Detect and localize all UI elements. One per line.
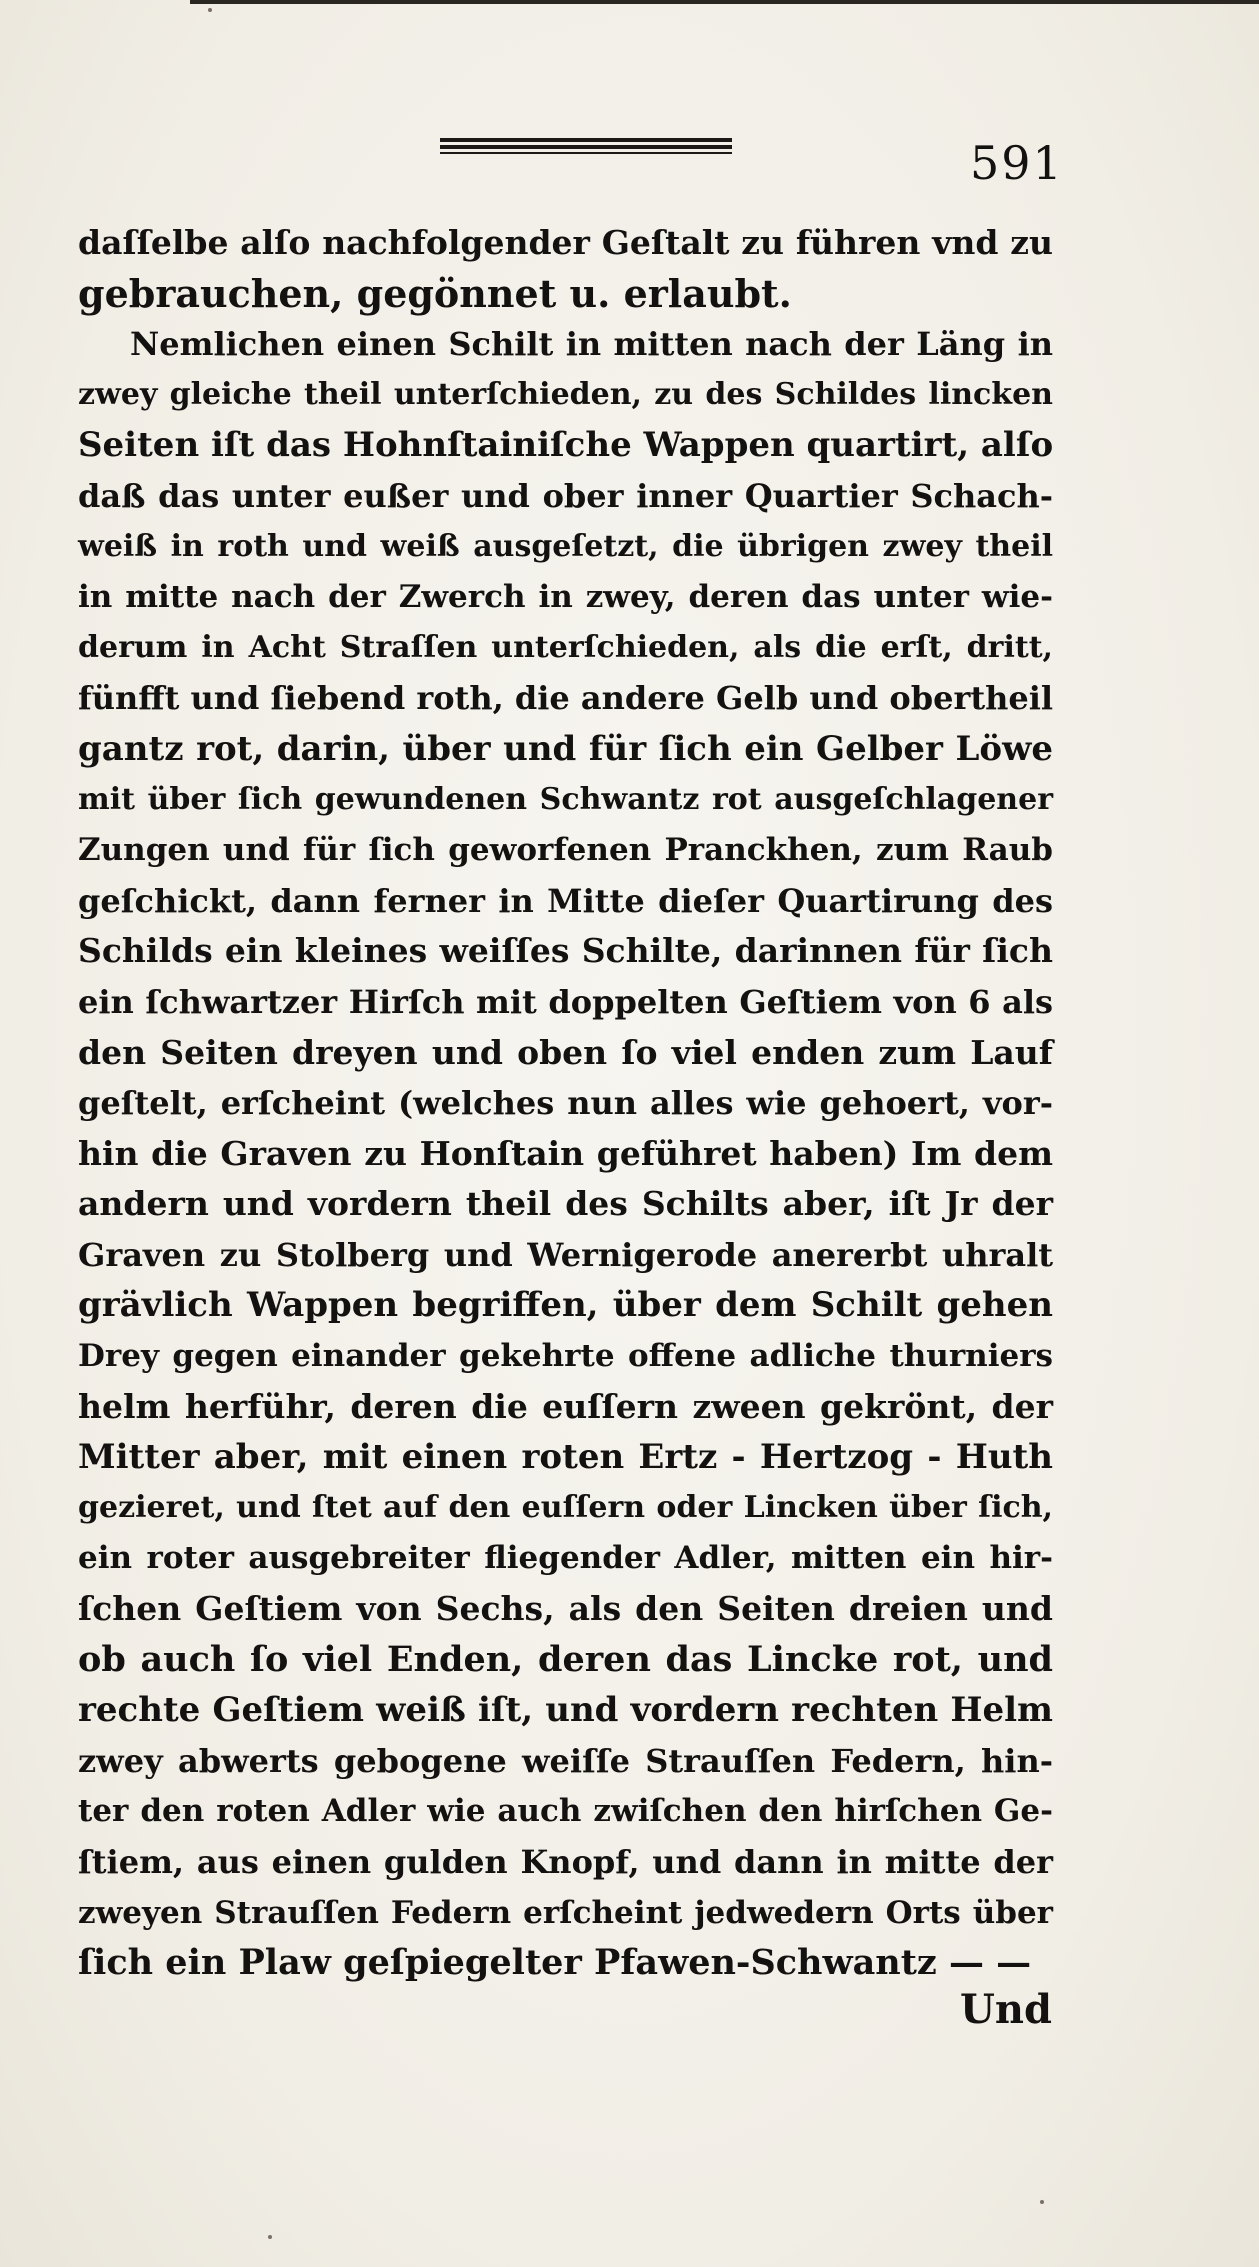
text-line: Drey gegen einander gekehrte offene adliche thurniers [78,1338,1053,1375]
text-line: Schilds ein kleines weiſſes Schilte, darinnen für ſich [78,931,1053,971]
text-line: mit über ſich gewundenen Schwantz rot ausgeſchlagener [78,781,1053,817]
text-line: den Seiten dreyen und oben ſo viel enden zum Lauf [78,1032,1053,1072]
page-top-edge [190,0,1259,4]
text-line: Zungen und für ſich geworfenen Pranckhen, zum Raub [78,832,1053,869]
body-text [78,218,1053,1989]
text-line: ſchen Geſtiem von Sechs, als den Seiten dreien und [78,1589,1053,1629]
text-line: ſich ein Plaw geſpiegelter Pfawen-Schwantz — — [78,1942,1032,1984]
text-line: Mitter aber, mit einen roten Ertz - Hertzog - Huth [78,1437,1053,1478]
text-line: zwey gleiche theil unterſchieden, zu des Schildes lincken [78,376,1053,412]
text-line: gebrauchen, gegönnet u. erlaubt. [78,270,792,316]
text-line: geſchickt, dann ferner in Mitte dieſer Quartirung des [78,881,1053,920]
text-line: andern und vordern theil des Schilts aber, iſt Jr der [78,1184,1053,1224]
text-line: Graven zu Stolberg und Wernigerode anererbt uhralt [78,1235,1053,1274]
paper-speck [208,8,212,12]
paper-speck [268,2235,272,2239]
text-line: zwey abwerts gebogene weiſſe Strauſſen Federn, hin- [78,1741,1053,1780]
text-line: daß das unter eußer und ober inner Quartier Schach- [78,476,1053,515]
text-line: hin die Graven zu Honſtain geführet haben) Im dem [78,1133,1053,1173]
text-line: Seiten iſt das Hohnſtainiſche Wappen quartirt, alſo [78,425,1054,466]
paper-speck [1040,2200,1044,2204]
text-line: ob auch ſo viel Enden, deren das Lincke rot, und [78,1638,1053,1680]
text-line: Nemlichen einen Schilt in mitten nach der Läng in [130,325,1053,364]
text-line: rechte Geſtiem weiß iſt, und vordern rechten Helm [78,1690,1053,1731]
text-line: weiß in roth und weiß ausgeſetzt, die übrigen zwey theil [78,528,1053,564]
text-line: daſſelbe alſo nachfolgender Geſtalt zu führen vnd zu [78,223,1053,262]
text-line: gantz rot, darin, über und für ſich ein Gelber Löwe [78,728,1053,769]
text-line: ter den roten Adler wie auch zwiſchen den hirſchen Ge- [78,1793,1053,1830]
header-ornament-rule [440,138,732,154]
text-line: helm herführ, deren die euſſern zween gekrönt, der [78,1386,1053,1426]
text-line: ein ſchwartzer Hirſch mit doppelten Geſtiem von 6 als [78,982,1053,1021]
text-line: in mitte nach der Zwerch in zwey, deren das unter wie- [78,579,1053,616]
catchword: Und [960,1986,1052,2033]
text-line: zweyen Strauſſen Federn erſcheint jedwedern Orts über [78,1894,1053,1931]
text-line: grävlich Wappen begriffen, über dem Schilt gehen [78,1285,1053,1326]
text-line: derum in Acht Straſſen unterſchieden, als die erſt, dritt, [78,629,1053,665]
text-line: geſtelt, erſcheint (welches nun alles wie gehoert, vor- [78,1084,1053,1123]
text-line: ſtiem, aus einen gulden Knopf, und dann in mitte der [78,1843,1053,1881]
text-line: gezieret, und ſtet auf den euſſern oder Lincken über ſich, [78,1489,1053,1525]
text-line: ein roter ausgebreiter fliegender Adler, mitten ein hir- [78,1540,1053,1577]
text-line: fünfft und ſiebend roth, die andere Gelb und obertheil [78,679,1054,718]
page-number: 591 [970,136,1064,190]
